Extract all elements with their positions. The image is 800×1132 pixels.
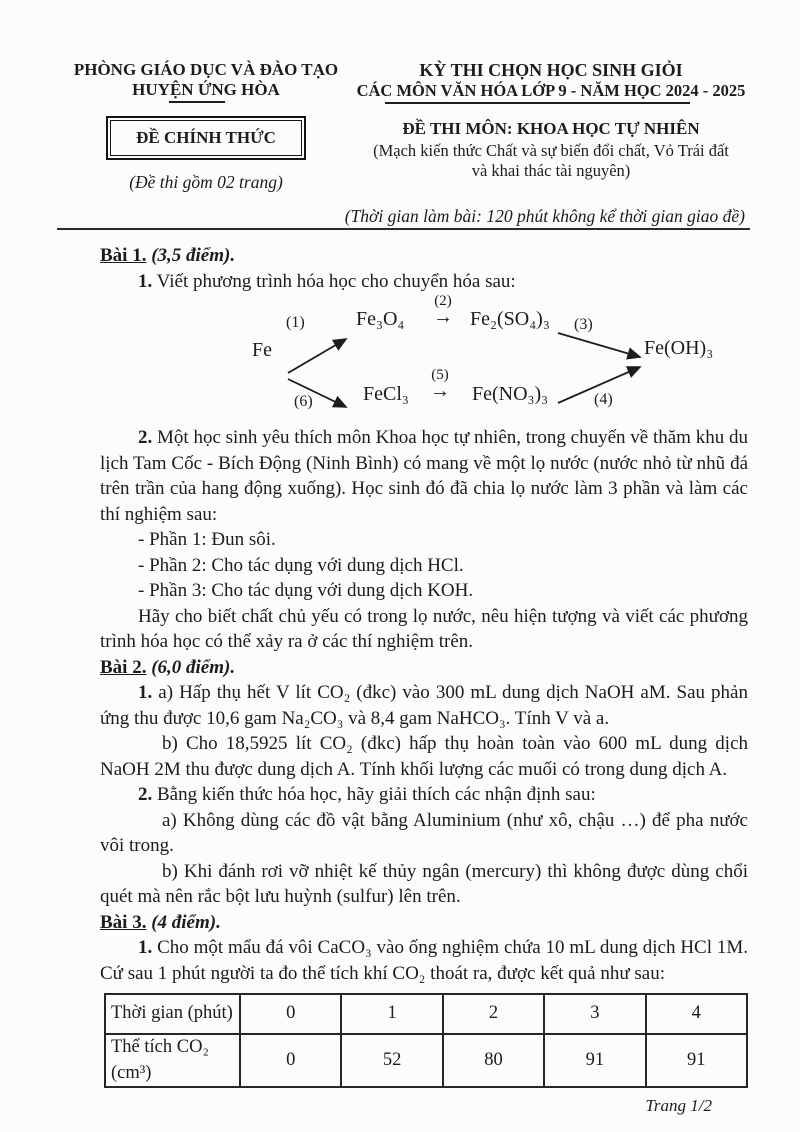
step-label-4: (4): [594, 391, 613, 408]
subject-title: ĐỀ THI MÔN: KHOA HỌC TỰ NHIÊN: [402, 119, 700, 138]
bai1-heading: [100, 243, 748, 269]
bai1-title: Bài 1.: [100, 245, 147, 266]
volume-value-cell: 52: [341, 1034, 442, 1087]
volume-value-cell: 0: [240, 1034, 341, 1087]
volume-value-cell: 91: [646, 1034, 747, 1087]
official-stamp-label: ĐỀ CHÍNH THỨC: [110, 120, 302, 156]
harrow-2: →: [433, 306, 453, 328]
time-value-cell: 2: [443, 994, 544, 1034]
exam-name-line2: CÁC MÔN VĂN HÓA LỚP 9 - NĂM HỌC 2024 - 2025: [356, 81, 746, 100]
bai1-closing: Hãy cho biết chất chủ yếu có trong lọ nước, nêu hiện tượng và viết các phương trình hóa học có thể xảy ra ở các thí nghiệm trên.: [100, 605, 748, 652]
page-footer: Trang 1/2: [645, 1096, 712, 1115]
bai2-p3-paragraph: [100, 782, 748, 808]
chem-fe3o4: Fe₃O₄: [356, 308, 405, 330]
time-row-label: Thời gian (phút): [105, 994, 240, 1034]
district-underline: [169, 101, 225, 103]
table-row-time: [105, 994, 747, 1034]
chem-feoh3: Fe(OH)₃: [644, 337, 714, 359]
bai2-heading: [100, 655, 748, 681]
bai3-p1-text: Cho một mẩu đá vôi CaCO₃ vào ống nghiệm chứa 10 mL dung dịch HCl 1M. Cứ sau 1 phút người ta đo thể tích khí CO₂ thoát ra, được kết quả như sau:: [100, 937, 749, 984]
bai2-p3-text: Bằng kiến thức hóa học, hãy giải thích các nhận định sau:: [157, 784, 596, 805]
step-label-6: (6): [294, 393, 313, 410]
header: [0, 60, 800, 193]
bai3-points: (4 điểm).: [151, 911, 221, 933]
bai1-q1-number: 1.: [138, 270, 153, 292]
volume-value-cell: 91: [544, 1034, 645, 1087]
chem-feno33: Fe(NO₃)₃: [472, 383, 549, 405]
exam-body: [0, 230, 800, 1088]
step-label-1: (1): [286, 314, 305, 331]
step-label-3: (3): [574, 316, 593, 333]
table-row-volume: [105, 1034, 747, 1087]
bai2-p2-paragraph: b) Cho 18,5925 lít CO₂ (đkc) hấp thụ hoàn toàn vào 600 mL dung dịch NaOH 2M thu được dung dịch A. Tính khối lượng các muối có trong dung dịch A.: [100, 733, 748, 780]
bai2-p1-paragraph: [100, 680, 748, 731]
chem-fe: Fe: [252, 339, 272, 361]
bai2-p4-paragraph: a) Không dùng các đồ vật bằng Aluminium (như xô, chậu …) để pha nước vôi trong.: [100, 809, 748, 856]
chem-conversion-diagram: [100, 293, 748, 421]
harrow-5: →: [430, 380, 450, 402]
bai1-q2-number: 2.: [138, 427, 153, 448]
bai1-q1-paragraph: [100, 269, 748, 295]
subject-scope: (Mạch kiến thức Chất và sự biến đổi chất, Vỏ Trái đất và khai thác tài nguyên): [373, 141, 729, 180]
bai2-points: (6,0 điểm).: [151, 656, 236, 678]
experiment-item-3: - Phần 3: Cho tác dụng với dung dịch KOH.: [138, 580, 474, 601]
header-right-block: [352, 60, 750, 193]
header-left-block: [60, 60, 352, 193]
time-value-cell: 1: [341, 994, 442, 1034]
bai3-heading: [100, 910, 748, 936]
official-stamp-box: [106, 116, 306, 160]
bai1-q2-paragraph: [100, 425, 748, 527]
bai2-title: Bài 2.: [100, 656, 147, 678]
bai1-points: (3,5 điểm).: [151, 245, 236, 266]
volume-row-label: Thể tích CO₂ (cm³): [105, 1034, 240, 1087]
bai2-p1-text: a) Hấp thụ hết V lít CO₂ (đkc) vào 300 mL dung dịch NaOH aM. Sau phản ứng thu được 10,6 gam Na₂CO₃ và 8,4 gam NaHCO₃. Tính V và a.: [100, 682, 748, 729]
experiment-item-1: - Phần 1: Đun sôi.: [138, 529, 276, 550]
chem-fe2so43: Fe₂(SO₄)₃: [470, 308, 550, 330]
bai3-title: Bài 3.: [100, 911, 147, 933]
exam-name-underline: [385, 102, 690, 104]
issuing-office: PHÒNG GIÁO DỤC VÀ ĐÀO TẠO: [73, 60, 339, 79]
volume-value-cell: 80: [443, 1034, 544, 1087]
bai2-p5-paragraph: b) Khi đánh rơi vỡ nhiệt kế thủy ngân (mercury) thì không được dùng chổi quét mà nên rắc bột lưu huỳnh (sulfur) lên trên.: [100, 860, 748, 907]
arrow-step-1: [288, 339, 346, 373]
time-note: (Thời gian làm bài: 120 phút không kể thời gian giao đề): [344, 206, 745, 226]
step-label-2: (2): [434, 293, 452, 309]
bai2-p1-number: 1.: [138, 682, 153, 703]
experiment-item-2: - Phần 2: Cho tác dụng với dung dịch HCl.: [138, 554, 464, 576]
time-value-cell: 3: [544, 994, 645, 1034]
bai2-p3-number: 2.: [138, 784, 153, 805]
chem-fecl3: FeCl₃: [363, 383, 409, 405]
time-value-cell: 0: [240, 994, 341, 1034]
pages-note: (Đề thi gồm 02 trang): [129, 172, 283, 192]
step-2-arrow-group: [423, 293, 463, 328]
time-value-cell: 4: [646, 994, 747, 1034]
exam-name-line1: KỲ THI CHỌN HỌC SINH GIỎI: [419, 60, 683, 80]
step-label-5: (5): [431, 367, 449, 383]
step-5-arrow-group: [420, 367, 460, 402]
bai1-q1-text: Viết phương trình hóa học cho chuyển hóa sau:: [156, 270, 516, 292]
district-name: HUYỆN ỨNG HÒA: [132, 80, 280, 99]
bai3-p1-paragraph: [100, 935, 748, 986]
bai3-p1-number: 1.: [138, 937, 153, 958]
results-table: [104, 993, 748, 1088]
arrow-step-3: [558, 333, 640, 357]
bai1-q2-text: Một học sinh yêu thích môn Khoa học tự nhiên, trong chuyến về thăm khu du lịch Tam Cốc - Bích Động (Ninh Bình) có mang về một lọ nước (nước nhỏ từ nhũ đá trên trần của hang động xuống). Học sinh đó đã chia lọ nước làm 3 phần và làm các thí nghiệm sau:: [100, 427, 748, 525]
